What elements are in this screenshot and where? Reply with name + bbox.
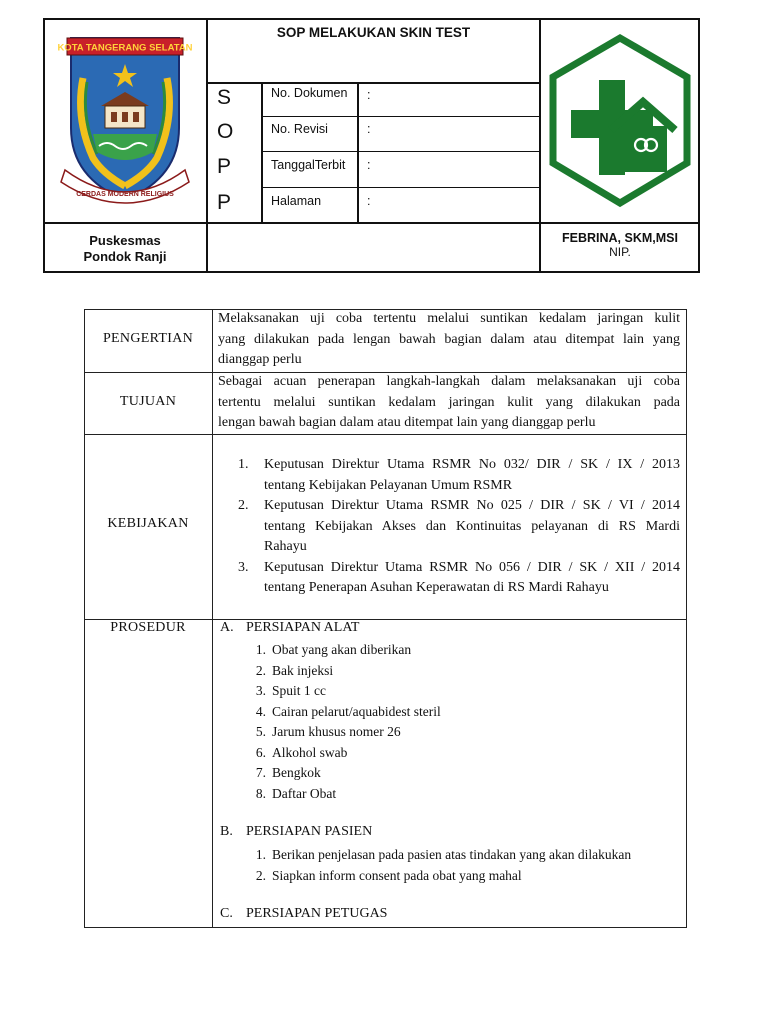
text-line: tentang Penerapan Asuhan Keperawatan di RS Mardi Rahayu	[264, 580, 609, 595]
list-item	[248, 743, 668, 764]
frame-line	[261, 82, 263, 222]
puskesmas-green-cross-logo-icon	[541, 20, 699, 220]
list-item	[248, 722, 668, 743]
text-line: tentang Kebijakan Pelayanan Umum RSMR	[264, 477, 513, 493]
item-number: 3.	[238, 559, 249, 575]
meta-value-halaman: :	[367, 194, 371, 208]
text-line: Keputusan Direktur Utama RSMR No 056 / DIR / SK / XII / 2014	[264, 559, 680, 575]
table-line	[84, 927, 687, 928]
section-title-a	[220, 620, 359, 636]
section-letter: A.	[220, 620, 234, 635]
frame-line	[261, 116, 540, 117]
section-letter: B.	[220, 824, 233, 839]
text-line: Keputusan Direktur Utama RSMR No 032/ DIR / SK / IX / 2013	[264, 457, 680, 472]
row-label-kebijakan: KEBIJAKAN	[107, 516, 189, 531]
signer-nip: NIP.	[609, 245, 631, 259]
text-line: tentang Kebijakan Akses dan Kontinuitas pelayanan di RS Mardi	[264, 518, 680, 534]
sop-title: SOP MELAKUKAN SKIN TEST	[276, 25, 471, 40]
section-title-text: PERSIAPAN PASIEN	[246, 824, 373, 839]
table-line	[84, 434, 687, 435]
signer-block	[540, 223, 700, 273]
meta-label-no-dokumen: No. Dokumen	[271, 86, 348, 100]
meta-label-halaman: Halaman	[271, 194, 322, 208]
meta-value-no-revisi: :	[367, 122, 371, 136]
section-title-c	[220, 906, 387, 922]
row-label-pengertian: PENGERTIAN	[102, 331, 194, 346]
row-label-prosedur: PROSEDUR	[110, 620, 186, 635]
section-title-text: PERSIAPAN PETUGAS	[246, 906, 388, 921]
sop-vertical-label	[207, 82, 261, 222]
item-number: 1.	[255, 642, 266, 657]
list-item	[234, 558, 680, 599]
list-item	[248, 866, 678, 887]
text-line: Melaksanakan uji coba tertentu melalui suntikan kedalam jaringan kulit	[218, 311, 680, 326]
item-text: Alkohol swab	[272, 744, 348, 760]
item-number: 2.	[255, 867, 266, 883]
item-text: Daftar Obat	[272, 785, 337, 801]
item-text: Obat yang akan diberikan	[272, 642, 412, 657]
sop-letter: P	[217, 155, 232, 178]
list-item	[248, 845, 678, 866]
meta-value-no-dokumen: :	[367, 88, 371, 102]
emblem-motto-text: CERDAS MODERN RELIGIUS	[76, 191, 174, 198]
item-number: 5.	[255, 724, 266, 739]
frame-line	[261, 187, 540, 188]
item-text: Bak injeksi	[272, 662, 334, 678]
item-number: 8.	[255, 785, 266, 801]
frame-line	[261, 151, 540, 152]
section-letter: C.	[220, 906, 233, 921]
text-line: Rahayu	[264, 539, 307, 554]
list-item	[248, 763, 668, 784]
text-line: lengan bawah bagian dalam atau ditempat lain yang dianggap perlu	[218, 415, 596, 430]
list-item	[248, 784, 668, 805]
text-line: tertentu melalui suntikan kedalam jaringan kulit yang dilakukan pada	[218, 394, 680, 410]
list-item	[248, 661, 668, 682]
meta-value-tanggal-terbit: :	[367, 158, 371, 172]
item-text: Jarum khusus nomer 26	[272, 724, 401, 739]
item-text: Cairan pelarut/aquabidest steril	[272, 703, 441, 719]
list-item	[248, 640, 668, 661]
frame-line	[357, 82, 359, 222]
item-text: Spuit 1 cc	[272, 683, 326, 698]
item-text: Siapkan inform consent pada obat yang mahal	[272, 867, 522, 883]
institution-name	[43, 223, 207, 273]
item-text: Berikan penjelasan pada pasien atas tindakan yang akan dilakukan	[272, 847, 632, 862]
alat-list	[248, 640, 668, 804]
institution-line-1: Puskesmas	[89, 233, 161, 248]
text-line: Keputusan Direktur Utama RSMR No 025 / DIR / SK / VI / 2014	[264, 498, 680, 513]
pengertian-text	[218, 309, 680, 371]
meta-label-no-revisi: No. Revisi	[271, 122, 328, 136]
meta-label-tanggal-terbit: TanggalTerbit	[271, 158, 346, 172]
item-text: Bengkok	[272, 765, 321, 780]
item-number: 7.	[255, 765, 266, 780]
list-item	[248, 681, 668, 702]
kota-tangerang-selatan-emblem-icon	[43, 18, 207, 222]
tujuan-text	[218, 372, 680, 434]
item-number: 2.	[238, 498, 249, 513]
text-line: yang dilakukan pada lengan bawah bagian dalam atau ditempat lain yang	[218, 331, 680, 347]
item-number: 4.	[255, 703, 266, 719]
emblem-banner-text: KOTA TANGERANG SELATAN	[57, 42, 193, 54]
sop-letter: S	[217, 86, 232, 109]
institution-line-2: Pondok Ranji	[83, 249, 167, 264]
list-item	[234, 496, 680, 558]
signer-name: FEBRINA, SKM,MSI	[562, 231, 678, 245]
section-title-text: PERSIAPAN ALAT	[246, 620, 360, 635]
section-title-b	[220, 824, 372, 840]
sop-content-table	[84, 309, 687, 928]
item-number: 1.	[238, 457, 249, 472]
sop-header	[43, 18, 700, 273]
text-line: dianggap perlu	[218, 352, 302, 367]
item-number: 1.	[255, 847, 266, 862]
sop-letter: P	[217, 191, 232, 214]
item-number: 3.	[255, 683, 266, 698]
text-line: Sebagai acuan penerapan langkah-langkah dalam melaksanakan uji coba	[218, 374, 680, 389]
item-number: 2.	[255, 662, 266, 678]
list-item	[234, 455, 680, 496]
list-item	[248, 702, 668, 723]
kebijakan-list	[234, 455, 680, 599]
pasien-list	[248, 845, 678, 886]
row-label-tujuan: TUJUAN	[119, 394, 177, 409]
sop-letter: O	[217, 120, 234, 143]
item-number: 6.	[255, 744, 266, 760]
